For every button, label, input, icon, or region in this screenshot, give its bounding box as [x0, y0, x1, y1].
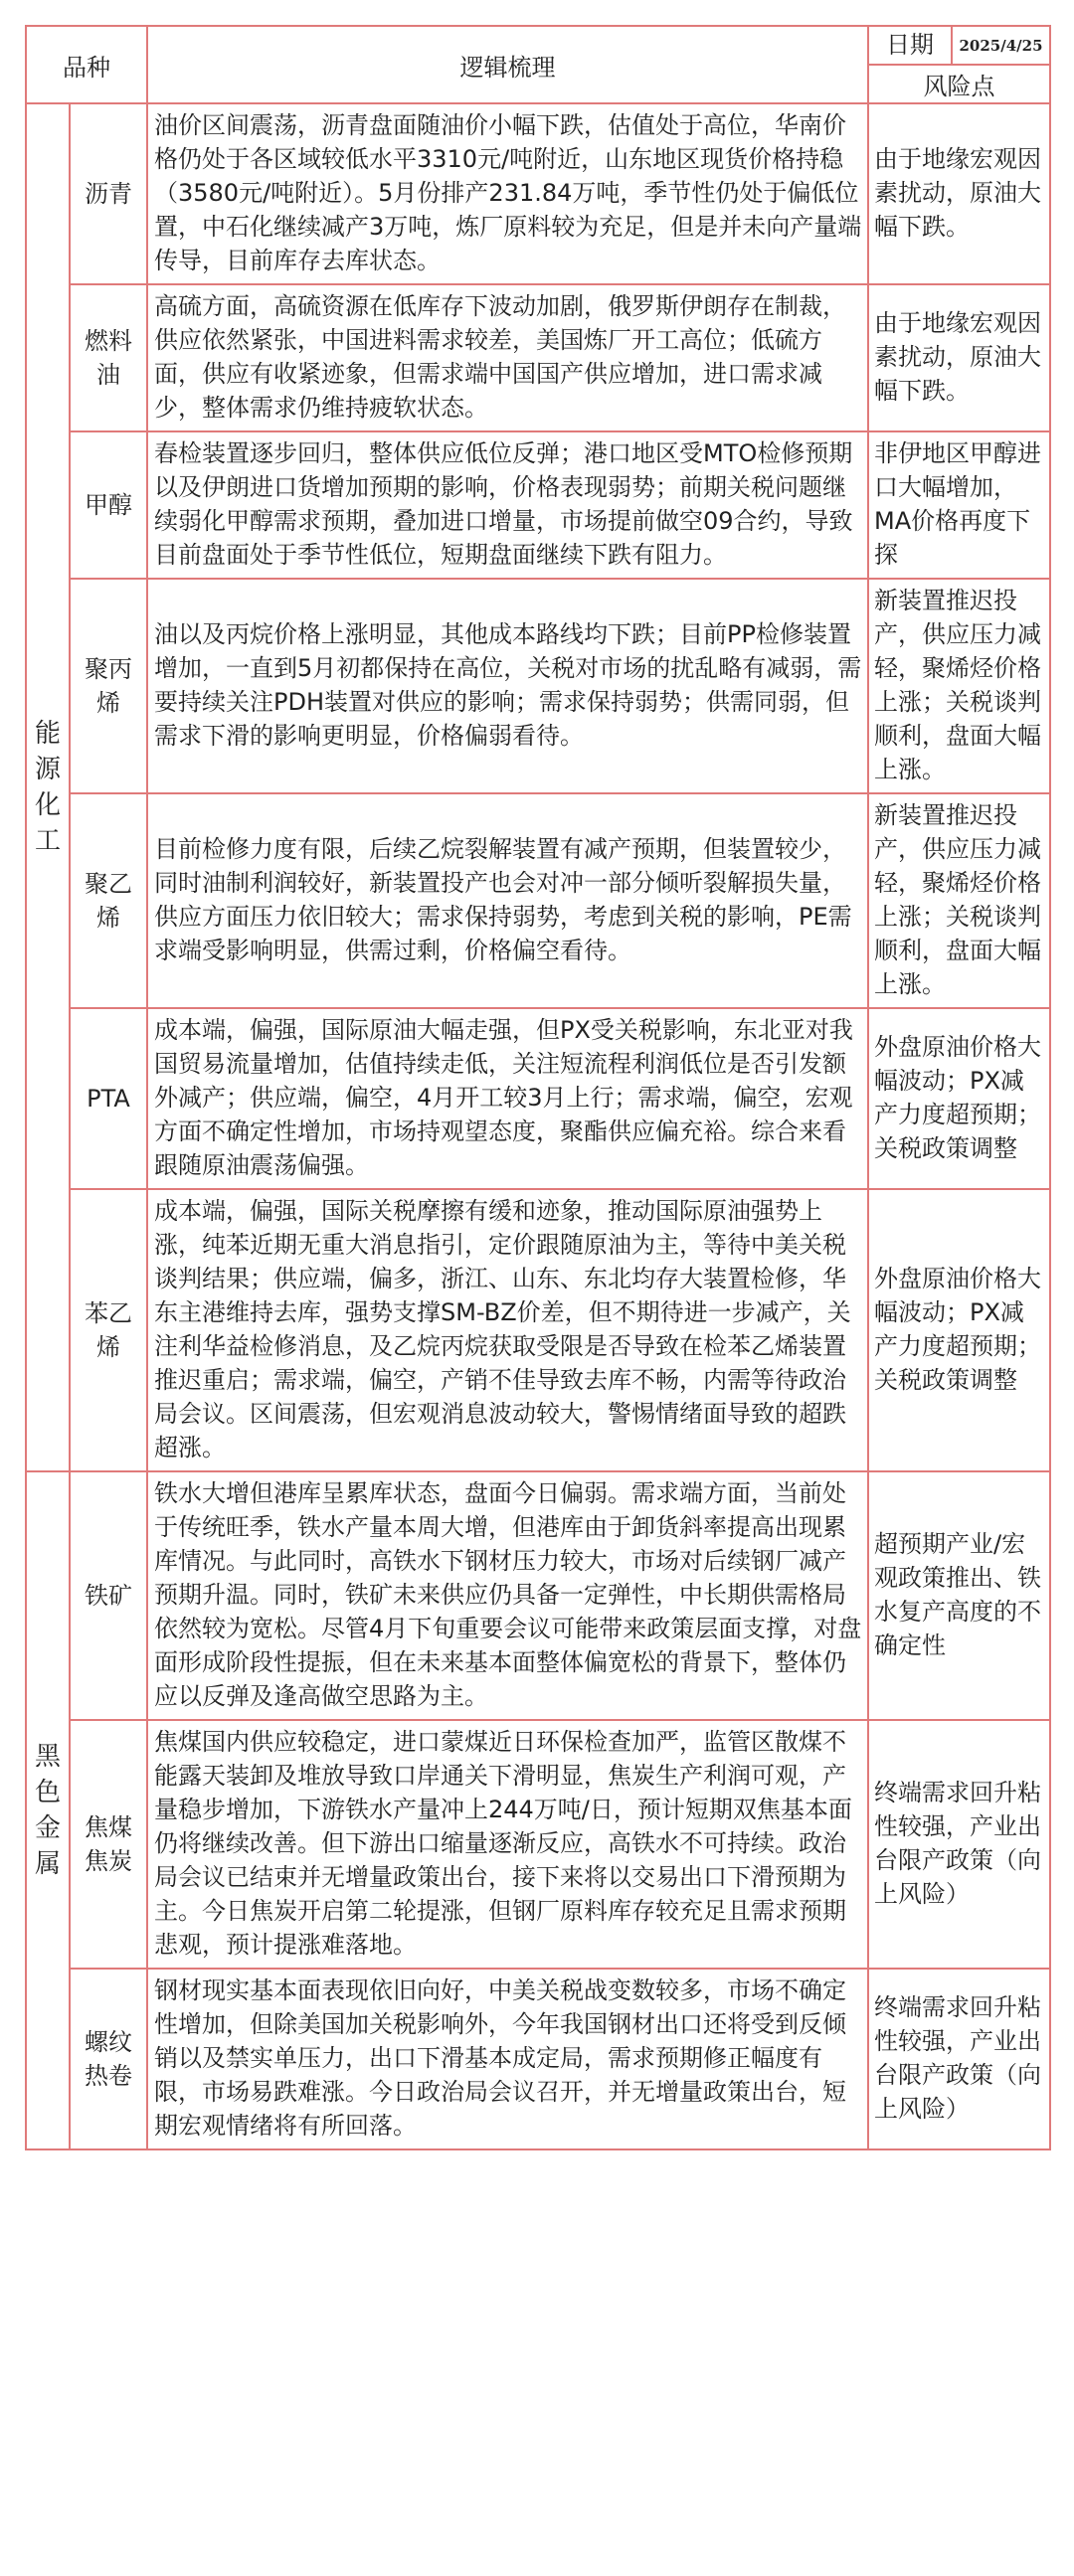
sector-label: 黑色金属	[34, 1742, 61, 1879]
risk-text: 外盘原油价格大幅波动；PX减产力度超预期；关税政策调整	[868, 1189, 1050, 1471]
header-date-label: 日期	[869, 27, 953, 64]
logic-text: 成本端，偏强，国际关税摩擦有缓和迹象，推动国际原油强势上涨，纯苯近期无重大消息指引，定价跟随原油为主，等待中美关税谈判结果；供应端，偏多，浙江、山东、东北均存大装置检修，华东主港维持去库，强势支撑SM-BZ价差，但不期待进一步减产，关注利华益检修消息，及乙烷丙烷获取受限是否导致在检苯乙烯装置推迟重启；需求端，偏空，产销不佳导致去库不畅，内需等待政治局会议。区间震荡，但宏观消息波动较大，警惕情绪面导致的超跌超涨。	[147, 1189, 868, 1471]
header-category: 品种	[26, 26, 147, 103]
sector-label: 能源化工	[34, 719, 61, 856]
strategy-table	[25, 25, 1051, 2150]
product-name: 燃料油	[70, 284, 147, 431]
logic-text: 春检装置逐步回归，整体供应低位反弹；港口地区受MTO检修预期以及伊朗进口货增加预期的影响，价格表现弱势；前期关税问题继续弱化甲醇需求预期，叠加进口增量，市场提前做空09合约，导致目前盘面处于季节性低位，短期盘面继续下跌有阻力。	[147, 431, 868, 579]
product-name: 聚丙烯	[70, 579, 147, 793]
table-row	[26, 1969, 1050, 2149]
table-row	[26, 1189, 1050, 1471]
table-row	[26, 1471, 1050, 1720]
product-name: 苯乙烯	[70, 1189, 147, 1471]
product-name: PTA	[70, 1008, 147, 1189]
product-name: 铁矿	[70, 1471, 147, 1720]
header-logic: 逻辑梳理	[147, 26, 868, 103]
risk-text: 非伊地区甲醇进口大幅增加，MA价格再度下探	[868, 431, 1050, 579]
table-row	[26, 1008, 1050, 1189]
table-row	[26, 579, 1050, 793]
table-row	[26, 431, 1050, 579]
risk-text: 由于地缘宏观因素扰动，原油大幅下跌。	[868, 103, 1050, 284]
logic-text: 钢材现实基本面表现依旧向好，中美关税战变数较多，市场不确定性增加，但除美国加关税影响外，今年我国钢材出口还将受到反倾销以及禁实单压力，出口下滑基本成定局，需求预期修正幅度有限，市场易跌难涨。今日政治局会议召开，并无增量政策出台，短期宏观情绪将有所回落。	[147, 1969, 868, 2149]
logic-text: 油价区间震荡，沥青盘面随油价小幅下跌，估值处于高位，华南价格仍处于各区域较低水平3310元/吨附近，山东地区现货价格持稳（3580元/吨附近）。5月份排产231.84万吨，季节性仍处于偏低位置，中石化继续减产3万吨，炼厂原料较为充足，但是并未向产量端传导，目前库存去库状态。	[147, 103, 868, 284]
header-row	[26, 26, 1050, 65]
header-risk: 风险点	[868, 65, 1050, 103]
logic-text: 油以及丙烷价格上涨明显，其他成本路线均下跌；目前PP检修装置增加，一直到5月初都保持在高位，关税对市场的扰乱略有减弱，需要持续关注PDH装置对供应的影响；需求保持弱势；供需同弱，但需求下滑的影响更明显，价格偏弱看待。	[147, 579, 868, 793]
risk-text: 终端需求回升粘性较强，产业出台限产政策（向上风险）	[868, 1720, 1050, 1969]
logic-text: 高硫方面，高硫资源在低库存下波动加剧，俄罗斯伊朗存在制裁，供应依然紧张，中国进料需求较差，美国炼厂开工高位；低硫方面，供应有收紧迹象，但需求端中国国产供应增加，进口需求减少，整体需求仍维持疲软状态。	[147, 284, 868, 431]
risk-text: 超预期产业/宏观政策推出、铁水复产高度的不确定性	[868, 1471, 1050, 1720]
table-row	[26, 1720, 1050, 1969]
sector-energy-chemical	[26, 103, 70, 1471]
product-name: 甲醇	[70, 431, 147, 579]
risk-text: 终端需求回升粘性较强，产业出台限产政策（向上风险）	[868, 1969, 1050, 2149]
risk-text: 新装置推迟投产，供应压力减轻，聚烯烃价格上涨；关税谈判顺利，盘面大幅上涨。	[868, 793, 1050, 1008]
product-name: 聚乙烯	[70, 793, 147, 1008]
table-row	[26, 284, 1050, 431]
product-name: 螺纹热卷	[70, 1969, 147, 2149]
header-date-cell	[868, 26, 1050, 65]
risk-text: 外盘原油价格大幅波动；PX减产力度超预期；关税政策调整	[868, 1008, 1050, 1189]
table-row	[26, 793, 1050, 1008]
risk-text: 新装置推迟投产，供应压力减轻，聚烯烃价格上涨；关税谈判顺利，盘面大幅上涨。	[868, 579, 1050, 793]
logic-text: 目前检修力度有限，后续乙烷裂解装置有减产预期，但装置较少，同时油制利润较好，新装置投产也会对冲一部分倾听裂解损失量，供应方面压力依旧较大；需求保持弱势，考虑到关税的影响，PE需求端受影响明显，供需过剩，价格偏空看待。	[147, 793, 868, 1008]
logic-text: 焦煤国内供应较稳定，进口蒙煤近日环保检查加严，监管区散煤不能露天装卸及堆放导致口岸通关下滑明显，焦炭生产利润可观，产量稳步增加，下游铁水产量冲上244万吨/日，预计短期双焦基本面仍将继续改善。但下游出口缩量逐渐反应，高铁水不可持续。政治局会议已结束并无增量政策出台，接下来将以交易出口下滑预期为主。今日焦炭开启第二轮提涨，但钢厂原料库存较充足且需求预期悲观，预计提涨难落地。	[147, 1720, 868, 1969]
sector-ferrous-metals	[26, 1471, 70, 2149]
logic-text: 铁水大增但港库呈累库状态，盘面今日偏弱。需求端方面，当前处于传统旺季，铁水产量本周大增，但港库由于卸货斜率提高出现累库情况。与此同时，高铁水下钢材压力较大，市场对后续钢厂减产预期升温。同时，铁矿未来供应仍具备一定弹性，中长期供需格局依然较为宽松。尽管4月下旬重要会议可能带来政策层面支撑，对盘面形成阶段性提振，但在未来基本面整体偏宽松的背景下，整体仍应以反弹及逢高做空思路为主。	[147, 1471, 868, 1720]
product-name: 沥青	[70, 103, 147, 284]
table-row	[26, 103, 1050, 284]
product-name: 焦煤焦炭	[70, 1720, 147, 1969]
risk-text: 由于地缘宏观因素扰动，原油大幅下跌。	[868, 284, 1050, 431]
header-date-value: 2025/4/25	[959, 36, 1043, 55]
logic-text: 成本端，偏强，国际原油大幅走强，但PX受关税影响，东北亚对我国贸易流量增加，估值持续走低，关注短流程利润低位是否引发额外减产；供应端，偏空，4月开工较3月上行；需求端，偏空，宏观方面不确定性增加，市场持观望态度，聚酯供应偏充裕。综合来看跟随原油震荡偏强。	[147, 1008, 868, 1189]
